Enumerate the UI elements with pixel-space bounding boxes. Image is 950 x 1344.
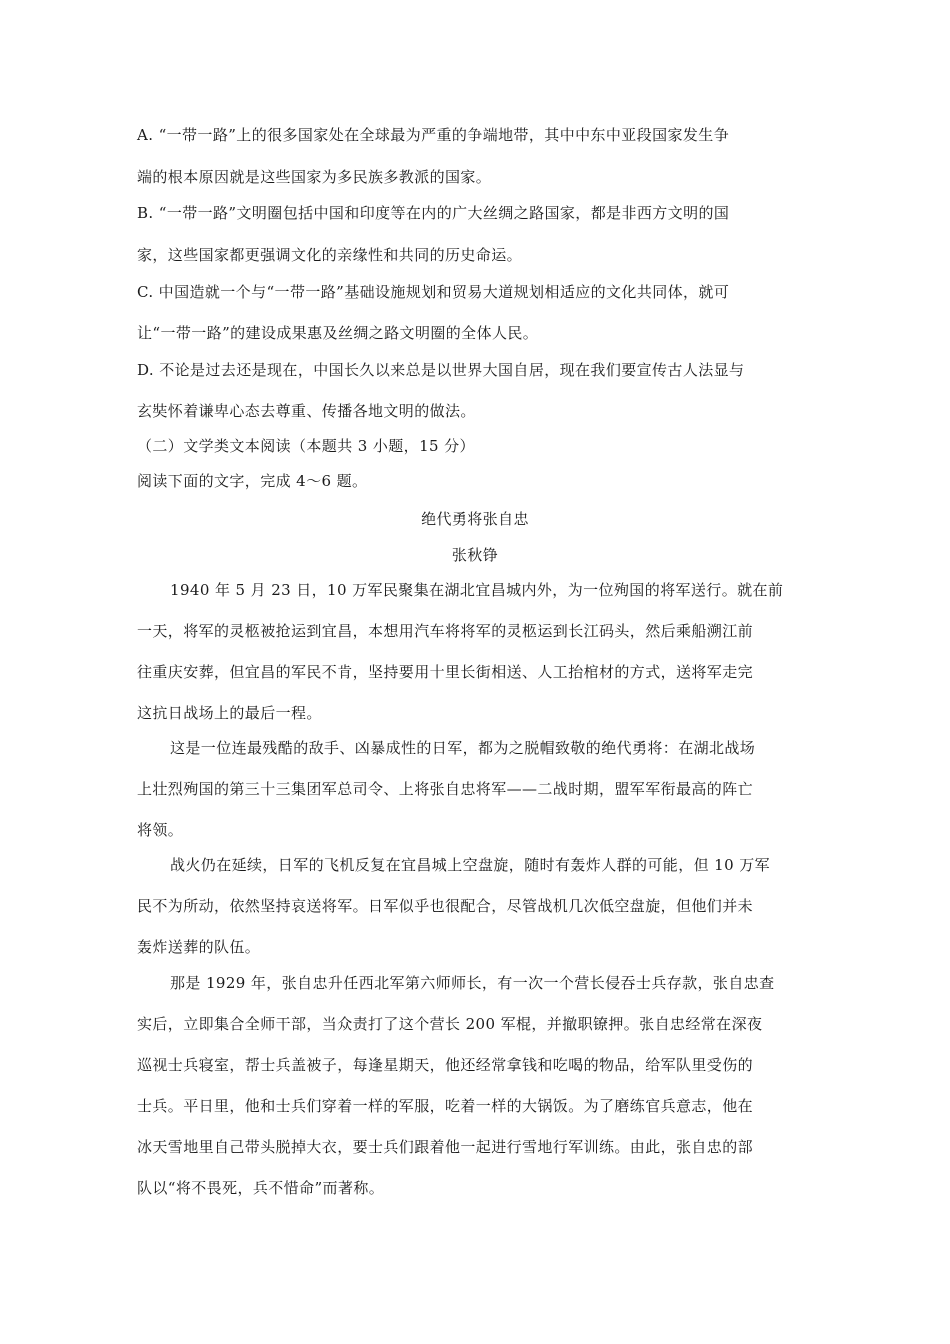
paragraph-2-line-2: 上壮烈殉国的第三十三集团军总司令、上将张自忠将军——二战时期，盟军军衔最高的阵亡 (137, 780, 754, 798)
option-c-line-1: C. 中国造就一个与“一带一路”基础设施规划和贸易大道规划相适应的文化共同体，就可 (137, 283, 730, 301)
option-a-line-2: 端的根本原因就是这些国家为多民族多教派的国家。 (137, 168, 492, 186)
option-c-line-2: 让“一带一路”的建设成果惠及丝绸之路文明圈的全体人民。 (137, 324, 539, 342)
paragraph-3-line-1: 战火仍在延续，日军的飞机反复在宜昌城上空盘旋，随时有轰炸人群的可能，但 10 万军 (170, 856, 771, 874)
option-d-line-2: 玄奘怀着谦卑心态去尊重、传播各地文明的做法。 (137, 402, 476, 420)
paragraph-1-line-3: 往重庆安葬，但宜昌的军民不肯，坚持要用十里长街相送、人工抬棺材的方式，送将军走完 (137, 663, 754, 681)
paragraph-4-line-3: 巡视士兵寝室，帮士兵盖被子，每逢星期天，他还经常拿钱和吃喝的物品，给军队里受伤的 (137, 1056, 754, 1074)
paragraph-1-line-1: 1940 年 5 月 23 日，10 万军民聚集在湖北宜昌城内外，为一位殉国的将军送行。就在前 (170, 581, 784, 599)
paragraph-1-line-4: 这抗日战场上的最后一程。 (137, 704, 322, 722)
paragraph-3-line-3: 轰炸送葬的队伍。 (137, 938, 261, 956)
paragraph-2-line-1: 这是一位连最残酷的敌手、凶暴成性的日军，都为之脱帽致敬的绝代勇将：在湖北战场 (170, 739, 756, 757)
paragraph-4-line-4: 士兵。平日里，他和士兵们穿着一样的军服，吃着一样的大锅饭。为了磨练官兵意志，他在 (137, 1097, 754, 1115)
paragraph-4-line-2: 实后，立即集合全师干部，当众责打了这个营长 200 军棍，并撤职镣押。张自忠经常在深夜 (137, 1015, 763, 1033)
option-d-line-1: D. 不论是过去还是现在，中国长久以来总是以世界大国自居，现在我们要宣传古人法显与 (137, 361, 745, 379)
option-b-line-2: 家，这些国家都更强调文化的亲缘性和共同的历史命运。 (137, 246, 523, 264)
paragraph-4-line-6: 队以“将不畏死，兵不惜命”而著称。 (137, 1179, 385, 1197)
paragraph-4-line-1: 那是 1929 年，张自忠升任西北军第六师师长，有一次一个营长侵吞士兵存款，张自忠查 (170, 974, 775, 992)
instruction-text: 阅读下面的文字，完成 4～6 题。 (137, 472, 368, 490)
option-a-line-1: A. “一带一路”上的很多国家处在全球最为严重的争端地带，其中中东中亚段国家发生争 (137, 126, 730, 144)
article-title: 绝代勇将张自忠 (421, 510, 529, 528)
paragraph-1-line-2: 一天，将军的灵柩被抢运到宜昌，本想用汽车将将军的灵柩运到长江码头，然后乘船溯江前 (137, 622, 754, 640)
article-author: 张秋铮 (451, 546, 499, 564)
section-heading: （二）文学类文本阅读（本题共 3 小题，15 分） (137, 437, 475, 455)
paragraph-4-line-5: 冰天雪地里自己带头脱掉大衣，要士兵们跟着他一起进行雪地行军训练。由此，张自忠的部 (137, 1138, 754, 1156)
paragraph-2-line-3: 将领。 (137, 821, 184, 839)
paragraph-3-line-2: 民不为所动，依然坚持哀送将军。日军似乎也很配合，尽管战机几次低空盘旋，但他们并未 (137, 897, 754, 915)
option-b-line-1: B. “一带一路”文明圈包括中国和印度等在内的广大丝绸之路国家，都是非西方文明的国 (137, 204, 730, 222)
